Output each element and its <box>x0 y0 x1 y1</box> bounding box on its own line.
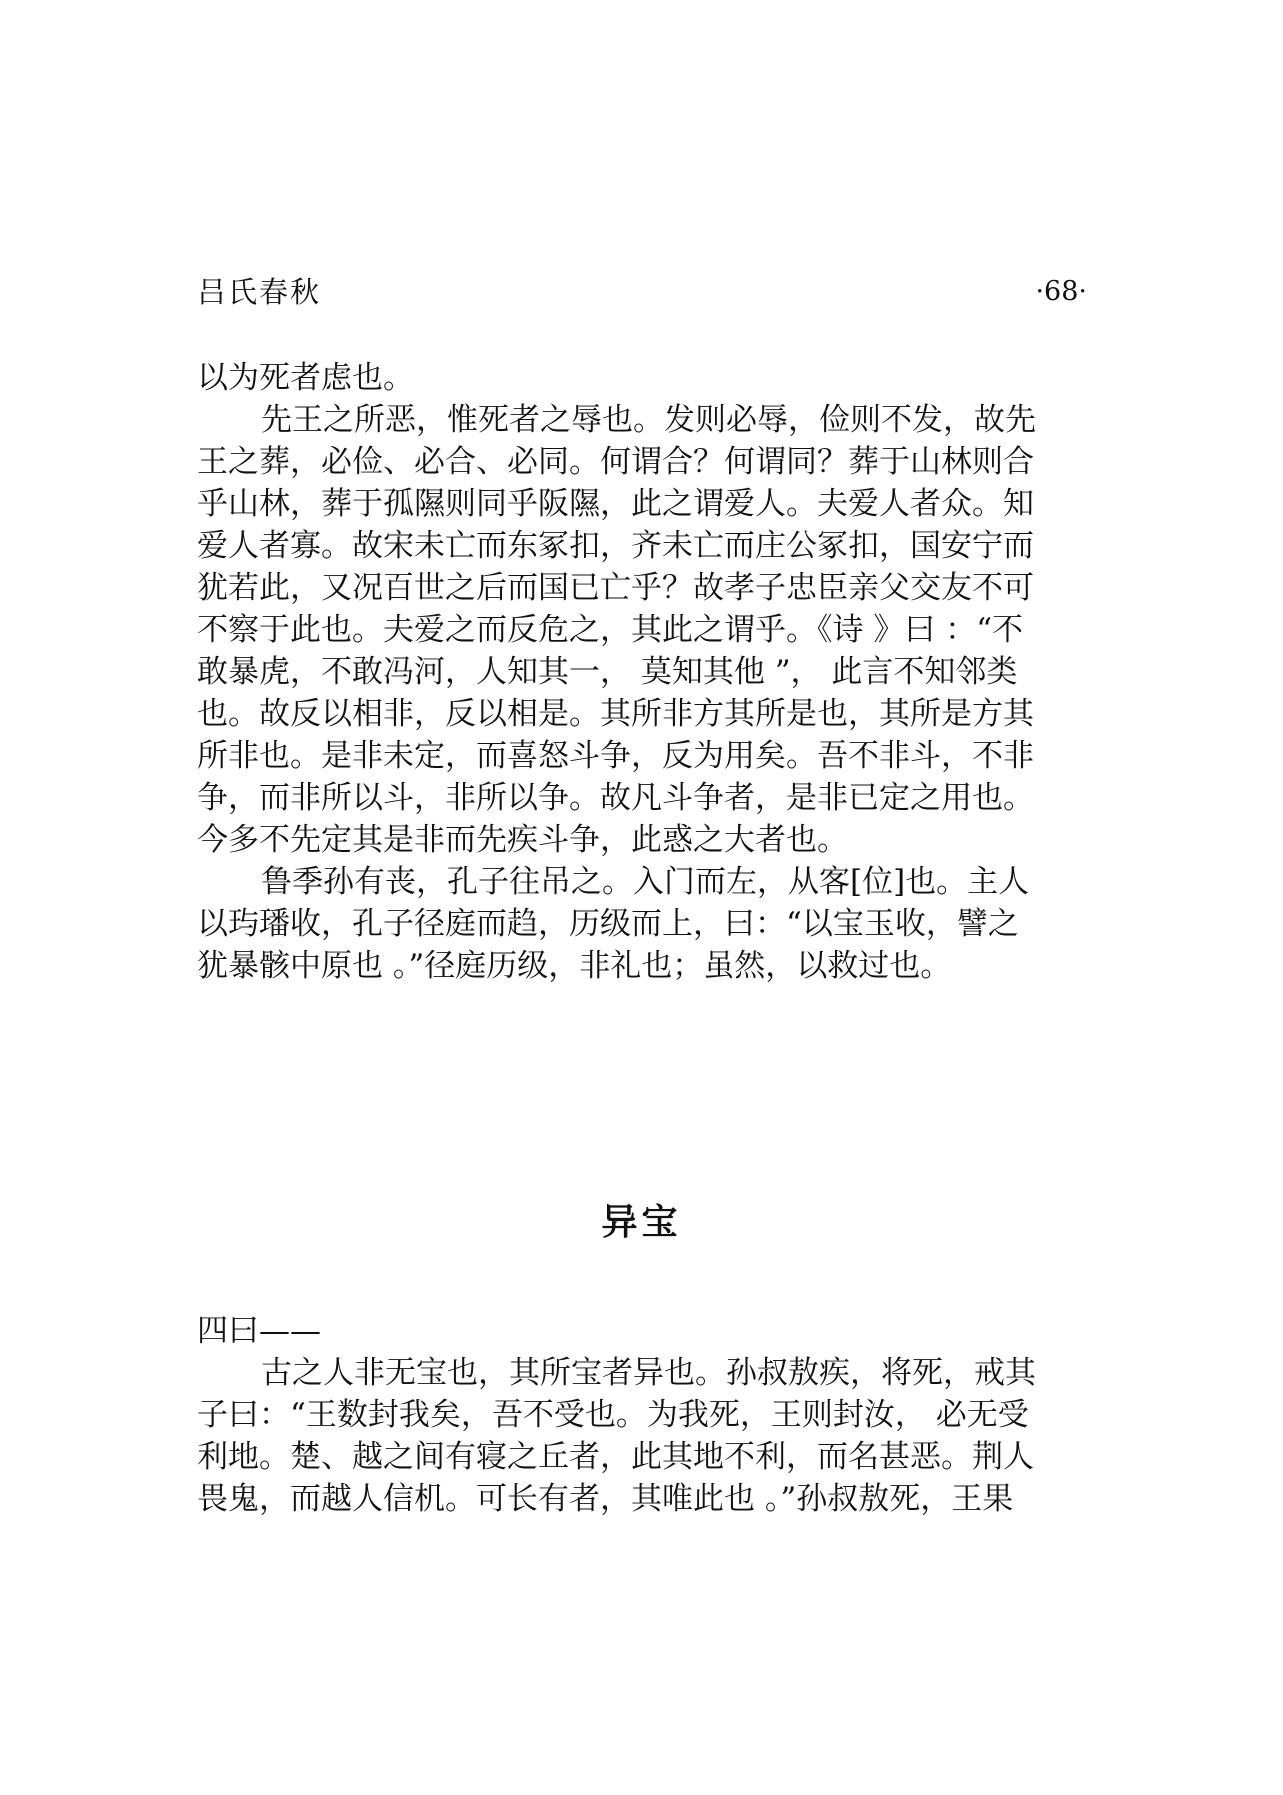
text-line: 争，而非所以斗，非所以争。故凡斗争者，是非已定之用也。 <box>197 780 1034 816</box>
text-line: 子曰：“王数封我矣，吾不受也。为我死，王则封汝， 必无受 <box>197 1397 1029 1433</box>
text-block-2 <box>197 1310 1087 1520</box>
section-title: 异宝 <box>601 1202 682 1243</box>
text-line: 爱人者寡。故宋未亡而东冢扣，齐未亡而庄公冢扣，国安宁而 <box>197 528 1034 564</box>
page-number: ·68· <box>1035 276 1087 307</box>
text-line: 王之葬，必俭、必合、必同。何谓合？何谓同？葬于山林则合 <box>197 444 1034 480</box>
running-header-title: 吕氏春秋 <box>197 275 322 309</box>
text-line: 犹暴骸中原也 。”径庭历级，非礼也；虽然，以救过也。 <box>197 948 952 984</box>
text-line: 古之人非无宝也，其所宝者异也。孙叔敖疾，将死，戒其 <box>261 1355 1036 1391</box>
text-line: 也。故反以相非，反以相是。其所非方其所是也，其所是方其 <box>197 696 1034 732</box>
text-line: 畏鬼，而越人信机。可长有者，其唯此也 。”孙叔敖死，王果 <box>197 1481 1014 1517</box>
text-line: 所非也。是非未定，而喜怒斗争，反为用矣。吾不非斗，不非 <box>197 738 1034 774</box>
text-line: 四曰—— <box>197 1313 321 1349</box>
page-header <box>197 272 1087 312</box>
text-block-1 <box>197 357 1087 987</box>
text-line: 利地。楚、越之间有寝之丘者，此其地不利，而名甚恶。荆人 <box>197 1439 1034 1475</box>
text-line: 敢暴虎，不敢冯河，人知其一， 莫知其他 ”， 此言不知邻类 <box>197 654 1018 690</box>
text-line: 先王之所恶，惟死者之辱也。发则必辱，俭则不发，故先 <box>261 402 1036 438</box>
text-line: 犹若此，又况百世之后而国已亡乎？故孝子忠臣亲父交友不可 <box>197 570 1034 606</box>
text-line: 以为死者虑也。 <box>197 360 414 396</box>
text-line: 以玙璠收，孔子径庭而趋，历级而上，曰：“以宝玉收，譬之 <box>197 906 1019 942</box>
text-line: 乎山林，葬于孤隰则同乎阪隰，此之谓爱人。夫爱人者众。知 <box>197 486 1034 522</box>
text-line: 今多不先定其是非而先疾斗争，此惑之大者也。 <box>197 822 848 858</box>
text-line: 不察于此也。夫爱之而反危之，其此之谓乎。《诗 》曰 ：“不 <box>197 612 1024 648</box>
text-line: 鲁季孙有丧，孔子往吊之。入门而左，从客[位]也。主人 <box>261 864 1030 900</box>
